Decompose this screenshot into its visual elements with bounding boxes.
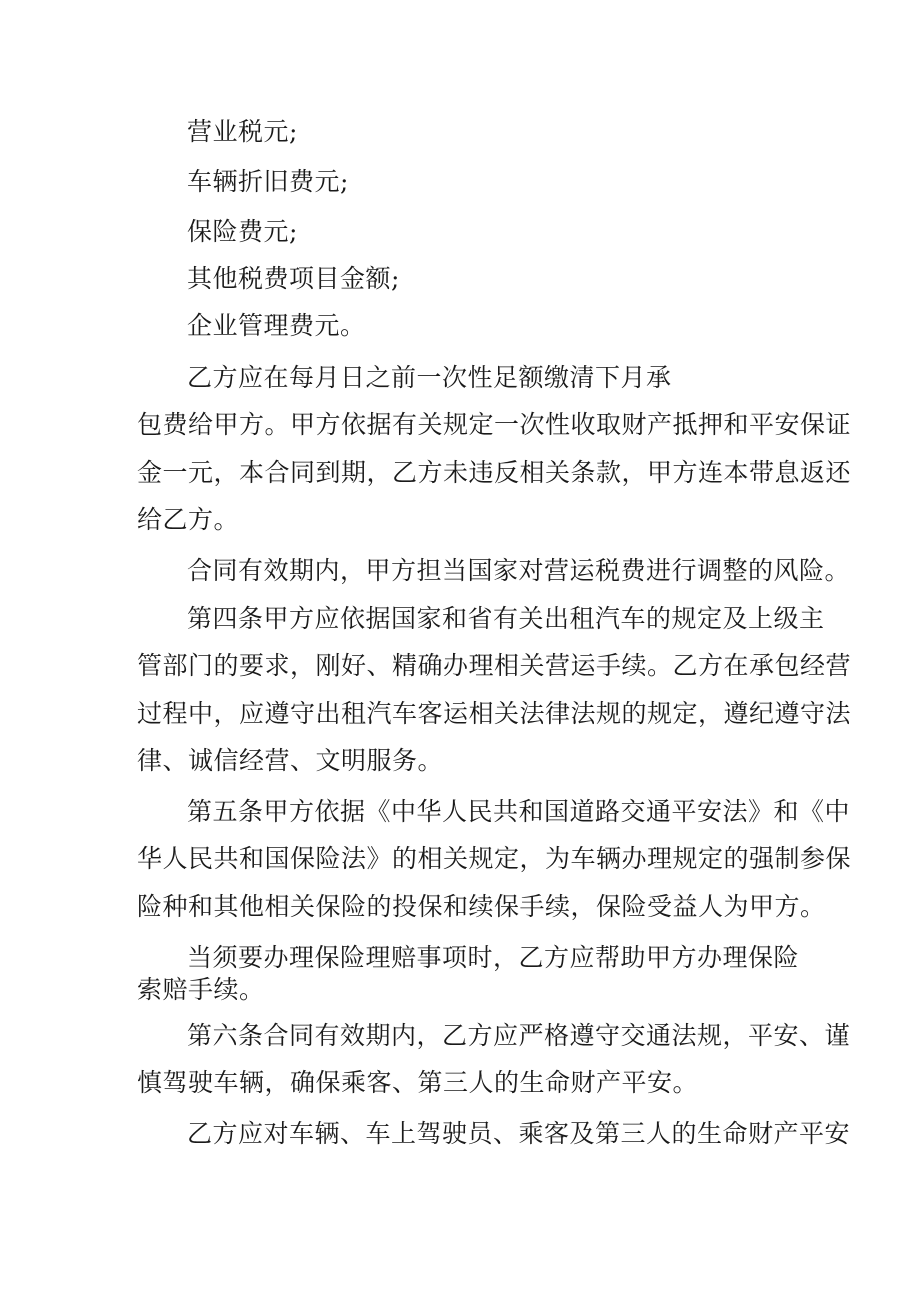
text-line-article5-2: 华人民共和国保险法》的相关规定，为车辆办理规定的强制参保 — [137, 844, 852, 873]
text-line-payment-1: 乙方应在每月日之前一次性足额缴清下月承 — [187, 363, 672, 392]
text-line-management-fee: 企业管理费元。 — [187, 311, 366, 340]
text-line-article4-3: 过程中，应遵守出租汽车客运相关法律法规的规定，遵纪遵守法 — [137, 699, 852, 728]
text-line-claims-2: 索赔手续。 — [137, 975, 265, 1004]
text-line-insurance-fee: 保险费元; — [187, 217, 298, 246]
text-line-article4-1: 第四条甲方应依据国家和省有关出租汽车的规定及上级主 — [187, 604, 825, 633]
text-line-article5-3: 险种和其他相关保险的投保和续保手续，保险受益人为甲方。 — [137, 892, 826, 921]
text-line-payment-3: 金一元，本合同到期，乙方未违反相关条款，甲方连本带息返还 — [137, 458, 852, 487]
text-line-payment-2: 包费给甲方。甲方依据有关规定一次性收取财产抵押和平安保证 — [137, 410, 852, 439]
text-line-depreciation: 车辆折旧费元; — [187, 167, 349, 196]
text-line-article6-2: 慎驾驶车辆，确保乘客、第三人的生命财产平安。 — [137, 1068, 699, 1097]
text-line-article5-1: 第五条甲方依据《中华人民共和国道路交通平安法》和《中 — [187, 797, 851, 826]
text-line-tax-risk: 合同有效期内，甲方担当国家对营运税费进行调整的风险。 — [187, 556, 851, 585]
text-line-responsibility: 乙方应对车辆、车上驾驶员、乘客及第三人的生命财产平安 — [187, 1119, 851, 1148]
text-line-business-tax: 营业税元; — [187, 117, 298, 146]
text-line-article4-4: 律、诚信经营、文明服务。 — [137, 746, 444, 775]
text-line-article6-1: 第六条合同有效期内，乙方应严格遵守交通法规，平安、谨 — [187, 1021, 851, 1050]
text-line-payment-4: 给乙方。 — [137, 505, 240, 534]
text-line-claims-1: 当须要办理保险理赔事项时，乙方应帮助甲方办理保险 — [187, 943, 800, 972]
text-line-other-taxes: 其他税费项目金额; — [187, 264, 400, 293]
text-line-article4-2: 管部门的要求，刚好、精确办理相关营运手续。乙方在承包经营 — [137, 651, 852, 680]
